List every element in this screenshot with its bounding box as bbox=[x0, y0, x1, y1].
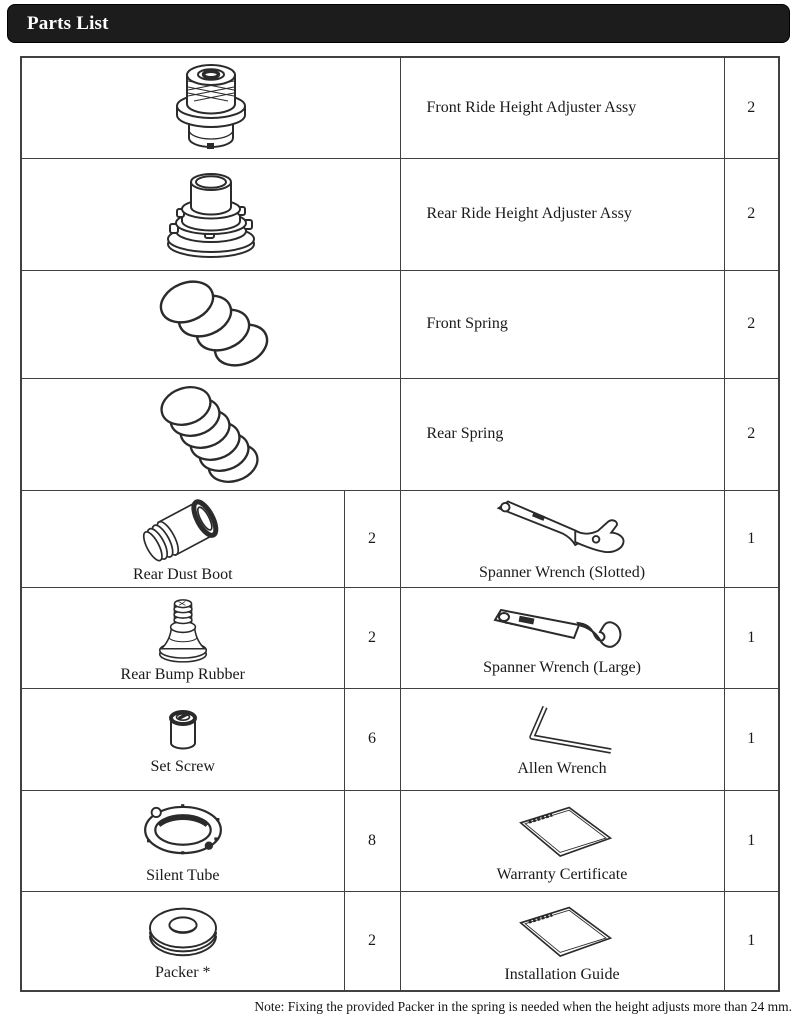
part-qty: 1 bbox=[724, 688, 779, 790]
part-image-cell bbox=[21, 57, 400, 158]
part-name: Rear Ride Height Adjuster Assy bbox=[400, 158, 724, 270]
page-title: Parts List bbox=[27, 12, 109, 34]
packer-icon bbox=[133, 897, 233, 963]
table-row bbox=[21, 378, 779, 490]
part-qty: 2 bbox=[344, 490, 400, 587]
rear-bump-rubber-icon bbox=[141, 589, 225, 665]
part-name: Rear Dust Boot bbox=[132, 566, 233, 583]
part-qty: 2 bbox=[724, 270, 779, 378]
part-cell bbox=[400, 688, 724, 790]
front-spring-icon bbox=[147, 272, 275, 376]
installation-guide-icon bbox=[498, 895, 626, 965]
part-qty: 1 bbox=[724, 587, 779, 688]
part-cell bbox=[21, 688, 344, 790]
part-name: Front Spring bbox=[400, 270, 724, 378]
front-ride-height-adjuster-icon bbox=[165, 61, 257, 155]
part-qty: 1 bbox=[724, 891, 779, 991]
part-cell bbox=[21, 790, 344, 891]
part-qty: 6 bbox=[344, 688, 400, 790]
table-row bbox=[21, 688, 779, 790]
table-row bbox=[21, 270, 779, 378]
spanner-wrench-large-icon bbox=[483, 596, 641, 658]
part-qty: 2 bbox=[724, 57, 779, 158]
allen-wrench-icon bbox=[503, 699, 621, 759]
section-header-bar bbox=[7, 4, 790, 43]
part-cell bbox=[400, 587, 724, 688]
part-name: Spanner Wrench (Large) bbox=[483, 659, 641, 676]
rear-spring-icon bbox=[152, 379, 270, 489]
part-name: Rear Spring bbox=[400, 378, 724, 490]
table-row bbox=[21, 790, 779, 891]
part-cell bbox=[21, 587, 344, 688]
part-qty: 2 bbox=[724, 158, 779, 270]
part-qty: 2 bbox=[724, 378, 779, 490]
part-name: Spanner Wrench (Slotted) bbox=[478, 564, 646, 581]
part-name: Set Screw bbox=[150, 757, 215, 775]
part-cell bbox=[400, 490, 724, 587]
part-name: Silent Tube bbox=[146, 867, 220, 884]
part-name: Rear Bump Rubber bbox=[120, 666, 245, 683]
part-name: Packer * bbox=[154, 964, 211, 982]
silent-tube-icon bbox=[127, 794, 239, 866]
part-qty: 1 bbox=[724, 490, 779, 587]
rear-ride-height-adjuster-icon bbox=[161, 166, 261, 262]
part-cell bbox=[400, 790, 724, 891]
part-cell bbox=[21, 490, 344, 587]
table-row bbox=[21, 158, 779, 270]
part-qty: 8 bbox=[344, 790, 400, 891]
part-qty: 2 bbox=[344, 587, 400, 688]
part-name: Front Ride Height Adjuster Assy bbox=[400, 57, 724, 158]
table-row bbox=[21, 587, 779, 688]
part-qty: 1 bbox=[724, 790, 779, 891]
set-screw-icon bbox=[157, 701, 209, 757]
part-image-cell bbox=[21, 378, 400, 490]
parts-table bbox=[20, 56, 780, 992]
warranty-certificate-icon bbox=[498, 795, 626, 865]
packer-footnote: Note: Fixing the provided Packer in the spring is needed when the height adjusts more than 24 mm. bbox=[254, 999, 792, 1014]
part-image-cell bbox=[21, 270, 400, 378]
rear-dust-boot-icon bbox=[122, 491, 244, 565]
part-cell bbox=[400, 891, 724, 991]
part-qty: 2 bbox=[344, 891, 400, 991]
table-row bbox=[21, 891, 779, 991]
table-row bbox=[21, 490, 779, 587]
part-cell bbox=[21, 891, 344, 991]
part-name: Warranty Certificate bbox=[496, 866, 628, 883]
table-row bbox=[21, 57, 779, 158]
part-name: Installation Guide bbox=[504, 966, 620, 984]
spanner-wrench-slotted-icon bbox=[483, 493, 641, 563]
part-name: Allen Wrench bbox=[517, 759, 607, 777]
part-image-cell bbox=[21, 158, 400, 270]
